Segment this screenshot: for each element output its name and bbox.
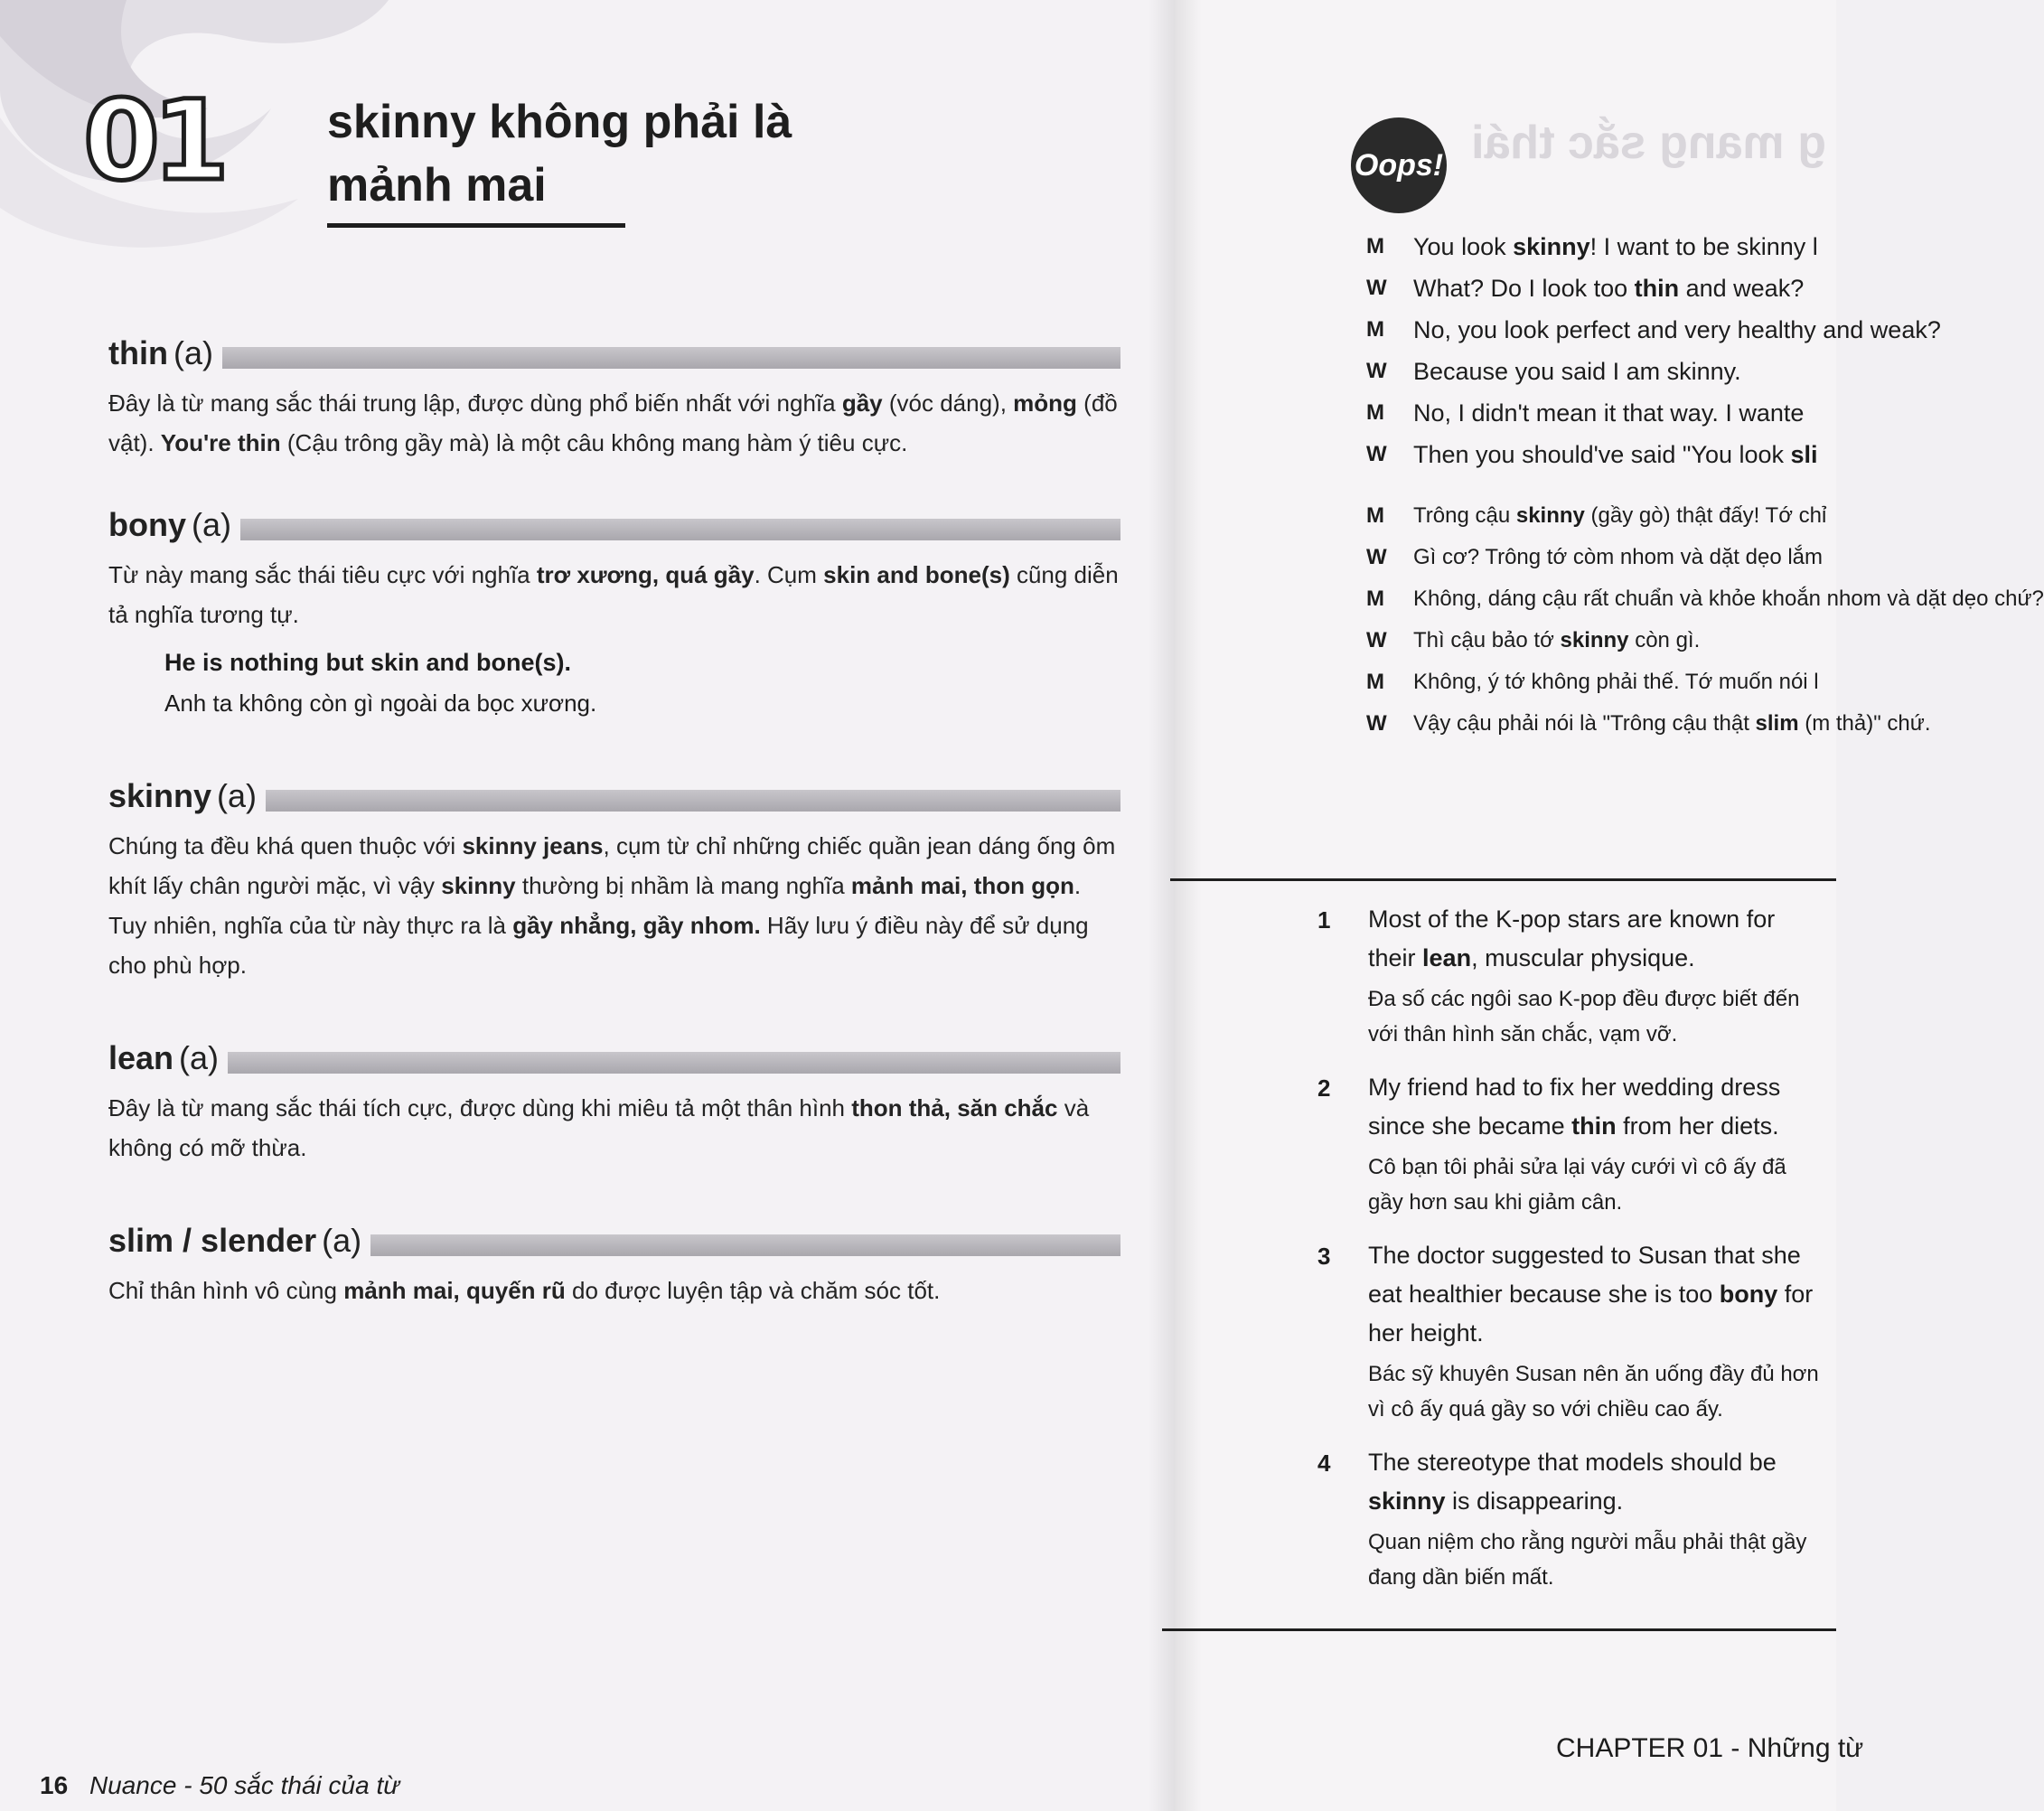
entry-word: thin: [108, 334, 168, 371]
example-english: [1368, 900, 1820, 978]
text-run: My friend had to fix her wedding dress since she became: [1368, 1074, 1781, 1140]
text-run: do được luyện tập và chăm sóc tốt.: [565, 1277, 941, 1304]
text-run: Gì cơ? Trông tớ còm nhom và dặt dẹo lắm: [1413, 545, 1824, 569]
oops-badge: Oops!: [1351, 117, 1447, 213]
text-run: Không, ý tớ không phải thế. Tớ muốn nói l: [1413, 670, 1819, 694]
text-run: (m thả)" chứ.: [1798, 711, 1931, 736]
entry-word: bony: [108, 506, 186, 543]
entry-bony: [108, 504, 1120, 723]
text-run: Hãy lưu ý điều này để sử dụng cho phù hợp.: [108, 912, 1089, 979]
example-list: [1317, 900, 1824, 1611]
dialogue-line: [1366, 495, 1836, 537]
dialogue-line: [1366, 578, 2044, 620]
dialogue-text: [1413, 662, 1819, 703]
bold-term: skinny jeans: [462, 832, 604, 859]
page-number: 16: [40, 1771, 69, 1799]
text-run: What? Do I look too: [1413, 275, 1635, 302]
text-run: . Cụm: [754, 561, 824, 588]
heading-bar: [370, 1234, 1120, 1256]
text-run: Không, dáng cậu rất chuẩn và khỏe khoắn nhom và dặt dẹo chứ?: [1413, 586, 2044, 611]
example-number: 4: [1317, 1450, 1331, 1477]
speaker-label: M: [1366, 586, 1384, 611]
text-run: Đây là từ mang sắc thái tích cực, được dùng khi miêu tả một thân hình: [108, 1094, 852, 1121]
example-english: He is nothing but skin and bone(s).: [164, 649, 571, 676]
text-run: thường bị nhầm là mang nghĩa: [515, 872, 851, 899]
dialogue-text: [1413, 434, 1818, 475]
bold-term: You're thin: [160, 429, 281, 456]
text-run: ! I want to be skinny l: [1589, 233, 1818, 260]
entry-skinny: [108, 775, 1120, 985]
dialogue-line: [1366, 267, 1836, 309]
dialogue-text: [1413, 351, 1741, 392]
text-run: Vậy cậu phải nói là "Trông cậu thật: [1413, 711, 1756, 736]
example-body: [1368, 900, 1820, 1052]
bold-term: thin: [1634, 275, 1680, 302]
example-item: [1317, 1236, 1824, 1427]
example-vietnamese: Cô bạn tôi phải sửa lại váy cưới vì cô ấy đã gầy hơn sau khi giảm cân.: [1368, 1155, 1786, 1215]
example-vietnamese: Anh ta không còn gì ngoài da bọc xương.: [164, 690, 597, 717]
text-run: for her height.: [1368, 1281, 1814, 1347]
heading-bar: [266, 790, 1120, 812]
entry-heading: [108, 504, 1120, 544]
section-divider: [1162, 1628, 1836, 1631]
entry-definition: [108, 826, 1120, 985]
example-vietnamese: Bác sỹ khuyên Susan nên ăn uống đầy đủ hơn vì cô ấy quá gầy so với chiều cao ấy.: [1368, 1362, 1819, 1422]
bold-term: skinny: [441, 872, 516, 899]
text-run: cũng diễn tả nghĩa tương tự.: [108, 561, 1119, 628]
dialogue-text: [1413, 392, 1804, 434]
text-run: Chỉ thân hình vô cùng: [108, 1277, 344, 1304]
entry-lean: [108, 1037, 1120, 1168]
example-item: [1317, 1443, 1824, 1595]
bold-term: thon thả, săn chắc: [851, 1094, 1058, 1121]
dialogue-line: [1366, 620, 1836, 662]
bold-term: gầy nhẳng, gầy nhom.: [512, 912, 761, 939]
example-body: [1368, 1068, 1820, 1220]
entry-heading: [108, 775, 1120, 815]
chapter-number: 01: [83, 77, 222, 205]
dialogue-line: [1366, 434, 1836, 475]
text-run: , cụm từ chỉ những chiếc quần jean dáng ống ôm khít lấy chân người mặc, vì vậy: [108, 832, 1116, 899]
entry-part-of-speech: (a): [192, 506, 231, 543]
text-run: The stereotype that models should be: [1368, 1449, 1777, 1476]
section-divider: [1170, 878, 1836, 881]
text-run: Trông cậu: [1413, 503, 1516, 528]
dialogue-line: [1366, 226, 1836, 267]
bold-term: mảnh mai, thon gọn: [850, 872, 1074, 899]
entry-heading: [108, 333, 1120, 372]
example-sentence: [164, 642, 1120, 723]
text-run: and weak?: [1679, 275, 1805, 302]
bold-term: lean: [1422, 944, 1472, 971]
oops-dialogue: [1366, 226, 2044, 745]
dialogue-text: [1413, 309, 1941, 351]
book-title: Nuance - 50 sắc thái của từ: [89, 1771, 399, 1799]
bold-term: thin: [1571, 1112, 1617, 1140]
show-through-heading: g mang sắc thái: [1471, 117, 1826, 169]
dialogue-text: [1413, 620, 1700, 662]
speaker-label: W: [1366, 628, 1387, 652]
heading-bar: [222, 347, 1120, 369]
dialogue-text: [1413, 578, 2044, 620]
speaker-label: W: [1366, 359, 1387, 383]
text-run: is disappearing.: [1445, 1487, 1624, 1515]
text-run: Đây là từ mang sắc thái trung lập, được dùng phổ biến nhất với nghĩa: [108, 389, 842, 417]
bold-term: trơ xương, quá gầy: [536, 561, 755, 588]
example-vietnamese: Quan niệm cho rằng người mẫu phải thật gầy đang dần biến mất.: [1368, 1530, 1807, 1590]
entry-definition: [108, 1271, 1120, 1310]
bold-term: mỏng: [1013, 389, 1077, 417]
text-run: You look: [1413, 233, 1514, 260]
dialogue-line: [1366, 392, 1836, 434]
page-gutter: [1148, 0, 1202, 1811]
text-run: Từ này mang sắc thái tiêu cực với nghĩa: [108, 561, 537, 588]
dialogue-text: [1413, 703, 1931, 745]
text-run: No, I didn't mean it that way. I wante: [1413, 399, 1805, 427]
text-run: Because you said I am skinny.: [1413, 358, 1741, 385]
speaker-label: W: [1366, 442, 1387, 466]
text-run: No, you look perfect and very healthy and weak?: [1413, 316, 1941, 343]
text-run: (Cậu trông gầy mà) là một câu không mang hàm ý tiêu cực.: [280, 429, 908, 456]
text-run: from her diets.: [1616, 1112, 1779, 1140]
entry-definition: [108, 555, 1120, 634]
text-run: còn gì.: [1628, 628, 1701, 652]
dialogue-text: [1413, 226, 1818, 267]
text-run: (vóc dáng),: [882, 389, 1014, 417]
text-run: và không có mỡ thừa.: [108, 1094, 1090, 1161]
dialogue-text: [1413, 267, 1804, 309]
example-number: 1: [1317, 906, 1331, 934]
dialogue-line: [1366, 662, 1836, 703]
example-number: 3: [1317, 1243, 1331, 1270]
dialogue-text: [1413, 495, 1826, 537]
text-run: Most of the K-pop stars are known for their: [1368, 906, 1776, 971]
bold-term: gầy: [841, 389, 883, 417]
text-run: , muscular physique.: [1471, 944, 1695, 971]
dialogue-vietnamese: [1366, 495, 2044, 745]
dialogue-line: [1366, 703, 1931, 745]
example-item: [1317, 1068, 1824, 1220]
example-body: [1368, 1236, 1820, 1427]
bold-term: skinny: [1560, 628, 1629, 652]
heading-bar: [240, 519, 1120, 540]
bold-term: skin and bone(s): [823, 561, 1010, 588]
speaker-label: W: [1366, 711, 1387, 736]
entry-word: slim / slender: [108, 1222, 317, 1259]
entry-definition: [108, 383, 1120, 463]
chapter-footer: CHAPTER 01 - Những từ: [1556, 1733, 1864, 1763]
title-underline: [327, 223, 625, 228]
text-run: The doctor suggested to Susan that she eat healthier because she is too: [1368, 1242, 1801, 1308]
bold-term: skinny: [1368, 1487, 1446, 1515]
speaker-label: M: [1366, 234, 1384, 258]
page-title: skinny không phải là mảnh mai: [327, 96, 792, 211]
speaker-label: M: [1366, 400, 1384, 425]
example-number: 2: [1317, 1074, 1331, 1102]
speaker-label: M: [1366, 670, 1384, 694]
speaker-label: W: [1366, 276, 1387, 300]
entry-thin: [108, 333, 1120, 463]
entry-word: lean: [108, 1039, 174, 1076]
bold-term: skinny: [1513, 233, 1590, 260]
text-run: . Tuy nhiên, nghĩa của từ này thực ra là: [108, 872, 1082, 939]
example-english: [1368, 1068, 1820, 1146]
bold-term: bony: [1719, 1281, 1778, 1308]
dialogue-line: [1366, 309, 1941, 351]
bold-term: skinny: [1515, 503, 1585, 528]
entry-slim-slender: [108, 1220, 1120, 1310]
text-run: Chúng ta đều khá quen thuộc với: [108, 832, 463, 859]
text-run: (đồ vật).: [108, 389, 1118, 456]
entry-word: skinny: [108, 777, 212, 814]
example-body: [1368, 1443, 1820, 1595]
entry-definition: [108, 1088, 1120, 1168]
bold-term: slim: [1755, 711, 1799, 736]
text-run: (gầy gò) thật đấy! Tớ chỉ: [1584, 503, 1827, 528]
entry-heading: [108, 1220, 1120, 1260]
heading-bar: [228, 1052, 1120, 1074]
left-page-footer: [40, 1771, 399, 1800]
dialogue-text: [1413, 537, 1823, 578]
example-english: [1368, 1443, 1820, 1521]
dialogue-line: [1366, 351, 1836, 392]
dialogue-line: [1366, 537, 1836, 578]
dialogue-english: [1366, 226, 1941, 475]
text-run: Then you should've said "You look: [1413, 441, 1791, 468]
text-run: Thì cậu bảo tớ: [1413, 628, 1561, 652]
bold-term: mảnh mai, quyến rũ: [343, 1277, 566, 1304]
example-vietnamese: Đa số các ngôi sao K-pop đều được biết đến với thân hình săn chắc, vạm vỡ.: [1368, 987, 1800, 1046]
entry-part-of-speech: (a): [217, 777, 258, 814]
bold-term: sli: [1790, 441, 1818, 468]
entry-part-of-speech: (a): [322, 1222, 362, 1259]
example-item: [1317, 900, 1824, 1052]
entry-part-of-speech: (a): [179, 1039, 220, 1076]
example-english: [1368, 1236, 1820, 1353]
speaker-label: M: [1366, 503, 1384, 528]
speaker-label: W: [1366, 545, 1387, 569]
entry-part-of-speech: (a): [173, 334, 213, 371]
entry-heading: [108, 1037, 1120, 1077]
speaker-label: M: [1366, 317, 1384, 342]
